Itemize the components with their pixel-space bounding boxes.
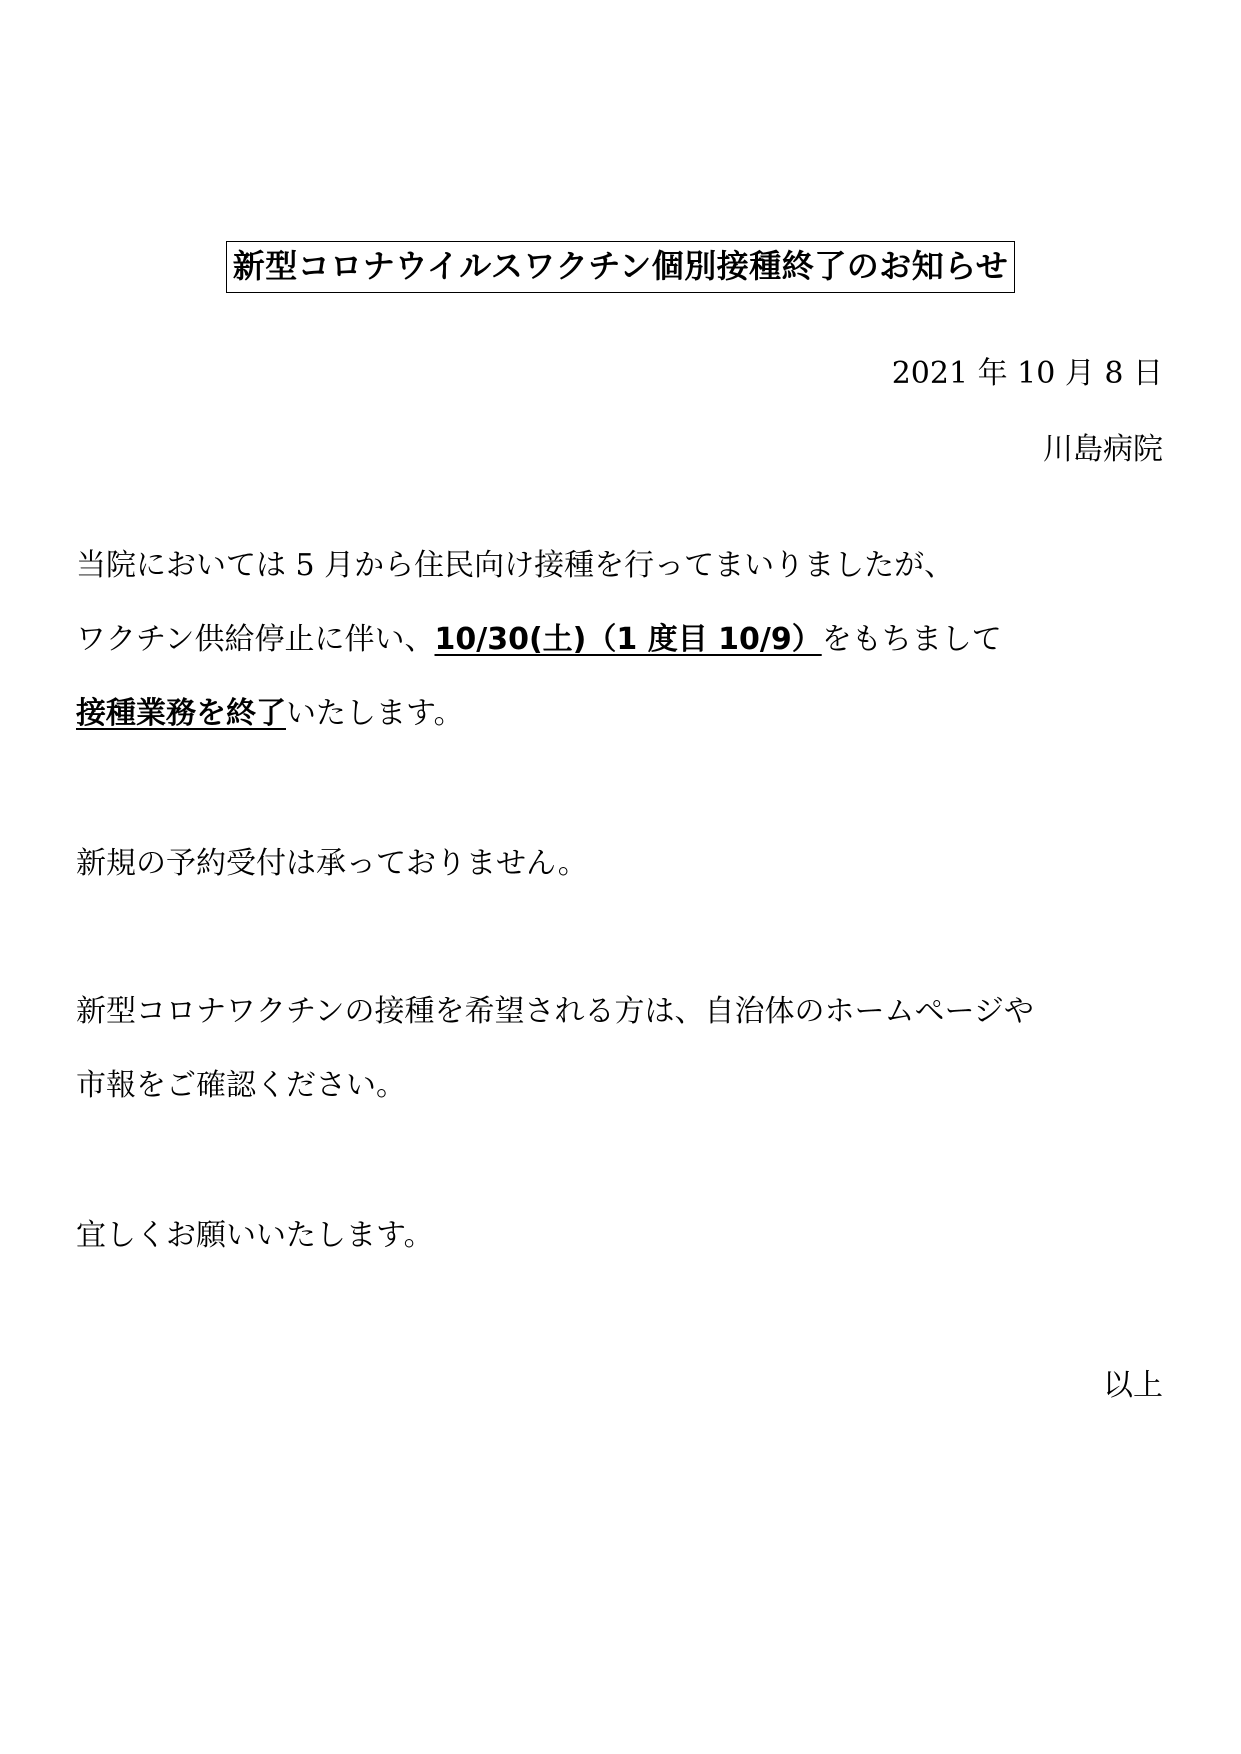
issuer-name: 川島病院: [1043, 432, 1163, 467]
paragraph-2: 新規の予約受付は承っておりません。: [76, 846, 588, 881]
title-wrapper: [0, 241, 1241, 293]
paragraph-3-line-2: 市報をご確認ください。: [76, 1068, 406, 1103]
paragraph-1-line-1: 当院においては 5 月から住民向け接種を行ってまいりましたが、: [76, 548, 955, 583]
line-2-prefix: ワクチン供給停止に伴い、: [76, 622, 435, 657]
paragraph-1-line-3: [76, 694, 464, 734]
termination-highlight: 接種業務を終了: [76, 696, 286, 731]
closing-mark: 以上: [1103, 1368, 1163, 1403]
paragraph-3-line-1: 新型コロナワクチンの接種を希望される方は、自治体のホームページや: [76, 994, 1034, 1029]
notice-title: 新型コロナウイルスワクチン個別接種終了のお知らせ: [226, 241, 1016, 293]
paragraph-1-line-2: [76, 620, 1002, 660]
end-date-highlight: 10/30(土)（1 度目 10/9）: [434, 622, 822, 657]
line-3-suffix: いたします。: [286, 696, 464, 731]
notice-date: 2021 年 10 月 8 日: [891, 356, 1163, 391]
line-2-suffix: をもちまして: [821, 622, 1002, 657]
paragraph-4: 宜しくお願いいたします。: [76, 1218, 434, 1253]
